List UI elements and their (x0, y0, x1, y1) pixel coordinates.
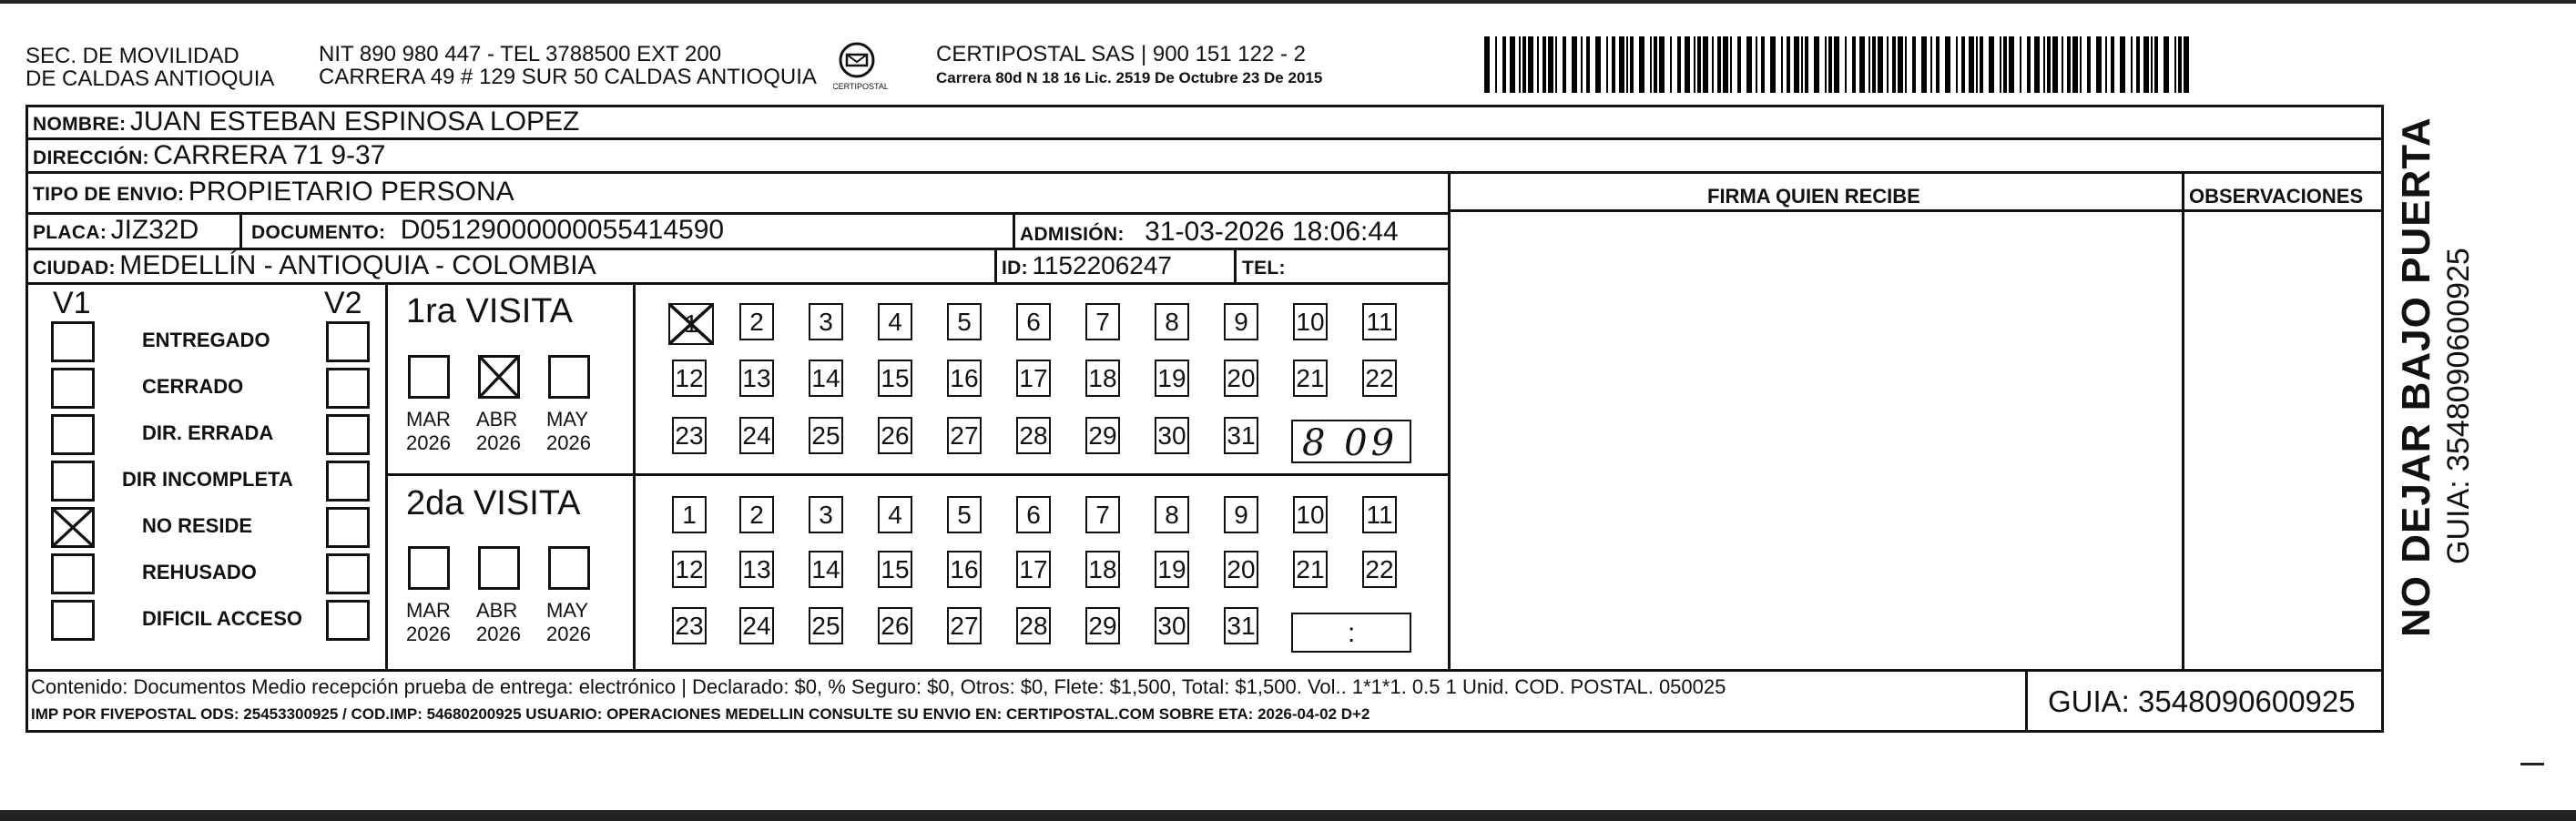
status-v2-checkbox[interactable] (326, 461, 370, 502)
id-label: ID: (1002, 258, 1028, 279)
day-box[interactable]: 14 (809, 360, 843, 397)
id-row (1002, 253, 1172, 279)
day-box[interactable]: 12 (672, 360, 707, 397)
month-label: MAY (546, 408, 589, 431)
second-visit-time: : (1348, 618, 1356, 648)
ciudad-value: MEDELLÍN - ANTIOQUIA - COLOMBIA (119, 250, 596, 280)
ciudad-label: CIUDAD: (33, 258, 116, 279)
day-box[interactable]: 25 (809, 607, 843, 644)
month-label: MAR (406, 408, 451, 431)
col-line (1013, 212, 1015, 248)
month-checkbox[interactable] (408, 546, 450, 590)
svg-text:CERTIPOSTAL: CERTIPOSTAL (833, 82, 888, 91)
day-box[interactable]: 19 (1155, 360, 1189, 397)
status-v1-checkbox[interactable] (51, 414, 95, 455)
status-v1-checkbox[interactable] (51, 553, 95, 594)
tipo-label: TIPO DE ENVIO: (33, 184, 185, 205)
side-guia: GUIA: 3548090600925 (2441, 248, 2476, 564)
first-visit-title: 1ra VISITA (406, 292, 574, 330)
ciudad-row (33, 252, 596, 279)
row-line (25, 282, 1450, 285)
status-v1-checkbox[interactable] (51, 368, 95, 409)
day-box[interactable]: 5 (947, 303, 982, 340)
month-checkbox[interactable] (478, 355, 520, 399)
day-box[interactable]: 30 (1155, 417, 1189, 454)
day-box[interactable]: 4 (878, 303, 912, 340)
day-box[interactable]: 25 (809, 417, 843, 454)
month-label: ABR (476, 408, 518, 431)
day-box[interactable]: 30 (1155, 607, 1189, 644)
month-checkbox[interactable] (548, 355, 590, 399)
status-v2-checkbox[interactable] (326, 368, 370, 409)
day-box[interactable]: 3 (809, 496, 843, 533)
day-box[interactable]: 10 (1293, 303, 1328, 340)
day-box[interactable]: 28 (1016, 607, 1051, 644)
month-label: MAY (546, 599, 589, 622)
contact-line-1: NIT 890 980 447 - TEL 3788500 EXT 200 (319, 42, 722, 66)
placa-label: PLACA: (33, 222, 107, 243)
day-box[interactable]: 23 (672, 607, 707, 644)
direccion-label: DIRECCIÓN: (33, 147, 149, 168)
direccion-value: CARRERA 71 9-37 (153, 140, 386, 170)
day-box[interactable]: 2 (739, 496, 774, 533)
status-label: NO RESIDE (142, 514, 253, 537)
year-label: 2026 (546, 623, 591, 645)
day-box[interactable]: 9 (1224, 303, 1258, 340)
status-v1-checkbox[interactable] (51, 321, 95, 362)
admision-label: ADMISIÓN: (1020, 224, 1125, 245)
day-box[interactable]: 26 (878, 417, 912, 454)
direccion-row (33, 142, 385, 169)
day-box[interactable]: 20 (1224, 360, 1258, 397)
tipo-value: PROPIETARIO PERSONA (188, 177, 514, 207)
second-visit-time-box (1291, 613, 1411, 653)
placa-row (33, 217, 199, 244)
page-top-edge (0, 0, 2576, 4)
month-checkbox[interactable] (408, 355, 450, 399)
side-warning: NO DEJAR BAJO PUERTA (2394, 117, 2439, 637)
documento-value: D05129000000055414590 (400, 215, 725, 245)
guia-box (2025, 669, 2384, 733)
day-box[interactable]: 15 (878, 551, 912, 588)
col-line (2182, 171, 2184, 669)
day-box[interactable]: 28 (1016, 417, 1051, 454)
day-box[interactable]: 21 (1293, 551, 1328, 588)
placa-value: JIZ32D (110, 215, 199, 245)
year-label: 2026 (476, 623, 521, 645)
company-line-1: SEC. DE MOVILIDAD (25, 44, 239, 68)
day-box[interactable]: 2 (739, 303, 774, 340)
tipo-row (33, 178, 514, 206)
day-box[interactable]: 16 (947, 360, 982, 397)
day-box[interactable]: 7 (1085, 496, 1120, 533)
page-mark (2520, 763, 2544, 765)
footer-line-1: Contenido: Documentos Medio recepción prueba de entrega: electrónico | Declarado: $0, % Seguro: $0, Otros: $0, Flete: $1,500, Total: $1,500. Vol.. 1*1*1. 0.5 1 Unid. COD. POSTAL. 050025 (31, 675, 1726, 698)
courier-line-2: Carrera 80d N 18 16 Lic. 2519 De Octubre 23 De 2015 (936, 69, 1323, 86)
postal-logo-icon (833, 38, 888, 93)
status-v2-checkbox[interactable] (326, 414, 370, 455)
barcode (1484, 36, 2202, 93)
month-label: ABR (476, 599, 518, 622)
page-bottom-edge (0, 810, 2576, 821)
day-box[interactable]: 10 (1293, 496, 1328, 533)
status-label: DIR INCOMPLETA (122, 468, 293, 491)
status-label: CERRADO (142, 375, 244, 398)
day-box[interactable]: 9 (1224, 496, 1258, 533)
status-label: DIR. ERRADA (142, 421, 274, 444)
day-box[interactable]: 22 (1362, 551, 1397, 588)
v1-label: V1 (53, 286, 91, 320)
month-checkbox[interactable] (548, 546, 590, 590)
day-box[interactable]: 8 (1155, 496, 1189, 533)
guia-box-text: GUIA: 3548090600925 (2048, 684, 2356, 718)
col-line (1234, 248, 1237, 282)
status-label: DIFICIL ACCESO (142, 607, 303, 630)
row-line (1450, 209, 2384, 212)
day-box[interactable]: 17 (1016, 551, 1051, 588)
day-box[interactable]: 27 (947, 607, 982, 644)
status-v2-checkbox[interactable] (326, 321, 370, 362)
nombre-value: JUAN ESTEBAN ESPINOSA LOPEZ (129, 106, 580, 137)
observaciones-header: OBSERVACIONES (2189, 185, 2364, 208)
company-line-2: DE CALDAS ANTIOQUIA (25, 66, 275, 91)
day-box[interactable]: 22 (1362, 360, 1397, 397)
admision-value: 31-03-2026 18:06:44 (1145, 217, 1399, 247)
day-box[interactable]: 8 (1155, 303, 1189, 340)
day-box[interactable]: 27 (947, 417, 982, 454)
day-box[interactable] (668, 303, 714, 345)
status-v2-checkbox[interactable] (326, 553, 370, 594)
status-v1-checkbox[interactable] (51, 461, 95, 502)
day-box[interactable]: 15 (878, 360, 912, 397)
status-label: REHUSADO (142, 561, 257, 583)
day-box[interactable]: 11 (1362, 496, 1397, 533)
firma-header: FIRMA QUIEN RECIBE (1707, 185, 1920, 208)
year-label: 2026 (546, 431, 591, 454)
day-box[interactable]: 4 (878, 496, 912, 533)
col-line (239, 212, 242, 248)
status-v2-checkbox[interactable] (326, 507, 370, 548)
status-v2-checkbox[interactable] (326, 600, 370, 641)
row-line (25, 171, 2384, 174)
day-box[interactable]: 13 (739, 360, 774, 397)
day-box[interactable]: 24 (739, 607, 774, 644)
day-box[interactable]: 6 (1016, 303, 1051, 340)
row-line (385, 473, 1448, 476)
day-box[interactable]: 14 (809, 551, 843, 588)
courier-line-1: CERTIPOSTAL SAS | 900 151 122 - 2 (936, 42, 1306, 66)
day-box[interactable]: 26 (878, 607, 912, 644)
status-label: ENTREGADO (142, 329, 270, 351)
day-box[interactable]: 1 (672, 496, 707, 533)
day-box[interactable]: 6 (1016, 496, 1051, 533)
day-box[interactable]: 19 (1155, 551, 1189, 588)
second-visit-title: 2da VISITA (406, 484, 581, 522)
documento-row (251, 217, 724, 244)
documento-label: DOCUMENTO: (251, 222, 386, 243)
year-label: 2026 (406, 431, 451, 454)
admision-row (1020, 218, 1399, 246)
day-number: 1 (684, 309, 698, 338)
status-v1-checkbox[interactable] (51, 600, 95, 641)
day-box[interactable]: 31 (1224, 607, 1258, 644)
status-v1-checkbox[interactable] (51, 507, 95, 548)
year-label: 2026 (476, 431, 521, 454)
id-value: 1152206247 (1032, 251, 1173, 279)
day-box[interactable]: 31 (1224, 417, 1258, 454)
day-box[interactable]: 29 (1085, 607, 1120, 644)
day-box[interactable]: 7 (1085, 303, 1120, 340)
contact-line-2: CARRERA 49 # 129 SUR 50 CALDAS ANTIOQUIA (319, 65, 817, 89)
col-line (994, 248, 997, 282)
day-box[interactable]: 17 (1016, 360, 1051, 397)
month-checkbox[interactable] (478, 546, 520, 590)
first-visit-time: 8 09 (1302, 422, 1399, 464)
day-box[interactable]: 24 (739, 417, 774, 454)
col-line (1448, 171, 1451, 669)
day-box[interactable]: 21 (1293, 360, 1328, 397)
first-visit-time-box (1291, 420, 1411, 463)
day-box[interactable]: 23 (672, 417, 707, 454)
nombre-row (33, 108, 579, 136)
day-box[interactable]: 18 (1085, 360, 1120, 397)
day-box[interactable]: 16 (947, 551, 982, 588)
day-box[interactable]: 20 (1224, 551, 1258, 588)
tel-label: TEL: (1242, 258, 1286, 279)
v2-label: V2 (324, 286, 362, 320)
day-box[interactable]: 13 (739, 551, 774, 588)
day-box[interactable]: 5 (947, 496, 982, 533)
day-box[interactable]: 29 (1085, 417, 1120, 454)
day-box[interactable]: 3 (809, 303, 843, 340)
month-label: MAR (406, 599, 451, 622)
day-box[interactable]: 18 (1085, 551, 1120, 588)
day-box[interactable]: 11 (1362, 303, 1397, 340)
day-box[interactable]: 12 (672, 551, 707, 588)
footer-line-2: IMP POR FIVEPOSTAL ODS: 25453300925 / COD.IMP: 54680200925 USUARIO: OPERACIONES MEDELLIN CONSULTE SU ENVIO EN: CERTIPOSTAL.COM SOBRE ETA: 2026-04-02 D+2 (31, 705, 1370, 723)
nombre-label: NOMBRE: (33, 114, 127, 135)
year-label: 2026 (406, 623, 451, 645)
